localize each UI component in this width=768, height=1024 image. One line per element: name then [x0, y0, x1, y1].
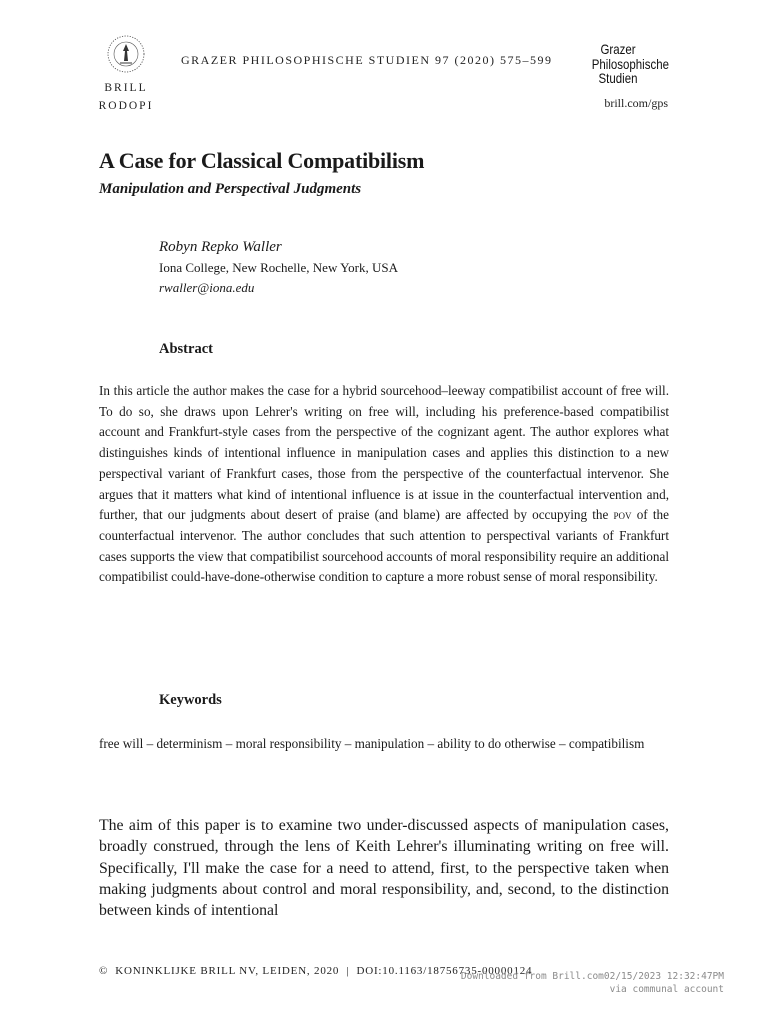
author-name: Robyn Repko Waller	[159, 239, 282, 255]
footer-separator: |	[346, 965, 350, 977]
copyright-text: KONINKLIJKE BRILL NV, LEIDEN, 2020	[115, 965, 340, 977]
doi-link[interactable]: DOI:10.1163/18756735-00000124	[356, 965, 533, 977]
keywords-heading: Keywords	[159, 692, 222, 708]
journal-logo-line-1: Grazer	[600, 41, 636, 57]
abstract-text-part-2: of the counterfactual intervenor. The author concludes that such attention to perspectival variants of Frankfurt cases supports the view that compatibilist sourcehood accounts of moral responsibility require an additional compatibilist could-have-done-otherwise condition to capture a more robust sense of moral responsibility.	[99, 507, 669, 585]
body-paragraph: The aim of this paper is to examine two under-discussed aspects of manipulation cases, broadly construed, through the lens of Keith Lehrer's illuminating writing on free will. Specifically, I'll make the case for a need to attend, first, to the perspective taken when making judgments about control and moral responsibility, and, second, to the distinction between kinds of intentional	[99, 817, 669, 920]
journal-url-link[interactable]: brill.com/gps	[604, 96, 668, 110]
publisher-name-brill: BRILL	[104, 82, 148, 94]
abstract-text	[99, 381, 669, 588]
download-stamp-line-1: Downloaded from Brill.com02/15/2023 12:32:47PM	[460, 971, 724, 982]
author-email-link[interactable]: rwaller@iona.edu	[159, 280, 255, 295]
download-stamp-line-2: via communal account	[609, 983, 724, 995]
author-block	[159, 237, 398, 298]
article-title: A Case for Classical Compatibilism	[99, 148, 425, 173]
author-affiliation: Iona College, New Rochelle, New York, USA	[159, 260, 399, 275]
keywords-text: free will – determinism – moral responsibility – manipulation – ability to do otherwise – compatibilism	[99, 736, 645, 751]
abstract-text-part-1: In this article the author makes the case for a hybrid sourcehood–leeway compatibilist account of free will. To do so, she draws upon Lehrer's writing on free will, including his preference-based compatibilist account and Frankfurt-style cases from the perspective of the cognizant agent. The author explores what distinguishes kinds of intentional influence in manipulation cases and applies this distinction to a new perspectival variant of Frankfurt cases, those from the perspective of the counterfactual intervenor. She argues that it matters what kind of intentional influence is at issue in the counterfactual intervention and, further, that our judgments about desert of praise (and blame) are affected by occupying the	[99, 383, 669, 523]
abstract-text-pov: pov	[613, 507, 632, 523]
brill-seal-icon	[106, 34, 146, 74]
journal-citation: GRAZER PHILOSOPHISCHE STUDIEN 97 (2020) 575–599	[181, 53, 553, 67]
journal-logo	[591, 41, 669, 86]
publisher-logo	[96, 34, 156, 114]
download-stamp	[461, 971, 724, 996]
abstract-heading: Abstract	[159, 341, 213, 357]
article-subtitle: Manipulation and Perspectival Judgments	[99, 181, 362, 197]
copyright-icon: ©	[99, 965, 109, 977]
journal-logo-line-3: Studien	[598, 70, 638, 86]
journal-logo-line-2: Philosophische	[591, 55, 669, 72]
publisher-name-rodopi: RODOPI	[98, 100, 154, 112]
